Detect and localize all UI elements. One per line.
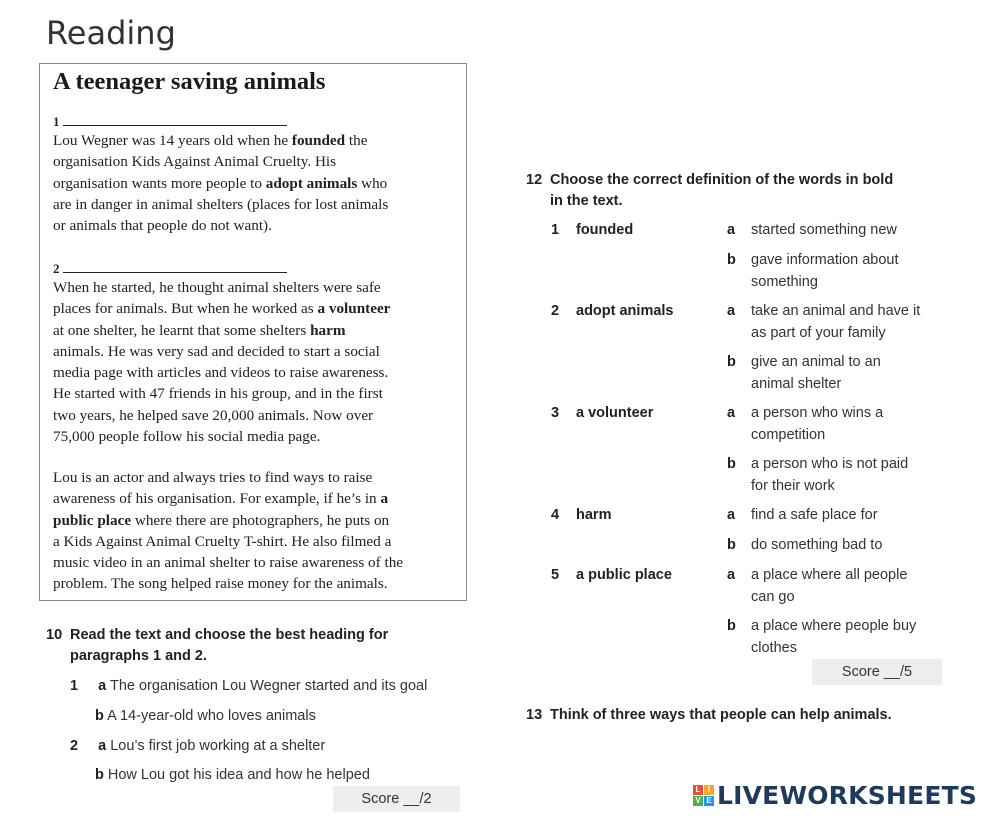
definition-line: do something bad to [751, 537, 883, 553]
question-10-score: Score __/2 [333, 786, 460, 812]
option-letter[interactable]: a [727, 405, 736, 421]
paragraph-2 [53, 277, 458, 447]
definition-line: animal shelter [751, 375, 842, 392]
item-number: 4 [551, 507, 560, 523]
text-line: problem. The song helped raise money for the animals. [53, 575, 388, 593]
option-letter[interactable]: a [727, 222, 736, 238]
option-letter[interactable]: a [727, 507, 736, 523]
question-text: paragraphs 1 and 2. [70, 648, 207, 664]
definition-option[interactable] [751, 565, 951, 608]
definition-line: competition [751, 426, 826, 443]
option-letter[interactable]: b [727, 618, 736, 634]
question-number: 13 [526, 707, 543, 723]
target-word: adopt animals [576, 303, 674, 319]
question-10-item-1a[interactable] [70, 676, 427, 698]
question-text: Choose the correct definition of the words in bold [550, 172, 894, 188]
logo-wordmark: LIVEWORKSHEETS [717, 780, 978, 810]
logo-tile: V [693, 796, 703, 806]
text-line: 75,000 people follow his social media page. [53, 428, 321, 446]
text-line: places for animals. But when he worked as a volunteer [53, 300, 391, 318]
item-number: 1 [551, 222, 560, 238]
text-line: are in danger in animal shelters (places for lost animals [53, 195, 389, 213]
paragraph-number: 2 [53, 261, 60, 276]
item-number: 2 [551, 303, 560, 319]
text-line: organisation wants more people to adopt animals who [53, 174, 388, 192]
paragraph-number: 1 [53, 114, 60, 129]
definition-option[interactable] [751, 301, 951, 344]
target-word: harm [576, 507, 612, 523]
target-word: a public place [576, 567, 672, 583]
definition-option[interactable] [751, 616, 951, 659]
text-line: music video in an animal shelter to raise awareness of the [53, 554, 404, 572]
definition-line: started something new [751, 222, 897, 238]
bold-keyword: founded [291, 132, 346, 149]
option-letter: b [95, 708, 104, 724]
option-letter[interactable]: a [727, 567, 736, 583]
text-line: organisation Kids Against Animal Cruelty. His [53, 153, 337, 171]
paragraph-1-heading-blank[interactable] [53, 114, 287, 130]
logo-tile: L [693, 785, 703, 795]
target-word: a volunteer [576, 405, 654, 421]
text-line: When he started, he thought animal shelters were safe [53, 279, 381, 296]
definition-line: something [751, 273, 818, 290]
definition-option[interactable] [751, 535, 951, 557]
definition-line: a place where all people [751, 567, 908, 583]
item-number: 5 [551, 567, 560, 583]
definition-line: a person who wins a [751, 405, 884, 421]
option-letter: a [98, 678, 107, 694]
definition-option[interactable] [751, 220, 951, 242]
paragraph-1 [53, 130, 458, 236]
bold-keyword: harm [310, 321, 346, 339]
heading-blank-line[interactable] [63, 262, 287, 273]
bold-keyword: adopt animals [265, 174, 358, 192]
bold-keyword: public place [53, 511, 132, 529]
option-text: The organisation Lou Wegner started and its goal [109, 678, 428, 694]
question-number: 10 [46, 627, 63, 643]
definition-line: a person who is not paid [751, 456, 909, 472]
bold-keyword: a [380, 490, 389, 508]
page-title: Reading [46, 14, 176, 52]
item-number: 3 [551, 405, 560, 421]
definition-line: can go [751, 588, 795, 605]
question-10-item-2a[interactable] [70, 736, 325, 758]
definition-line: for their work [751, 477, 835, 494]
text-line: awareness of his organisation. For example, if he’s in a [53, 490, 389, 508]
text-line: or animals that people do not want). [53, 217, 272, 235]
text-line: Lou Wegner was 14 years old when he founded the [53, 132, 368, 149]
option-letter[interactable]: b [727, 456, 736, 472]
option-letter[interactable]: b [727, 354, 736, 370]
logo-tile: I [704, 785, 714, 795]
question-text: in the text. [550, 193, 623, 209]
reading-article [39, 63, 467, 601]
option-letter: b [95, 767, 104, 783]
option-letter[interactable]: b [727, 537, 736, 553]
definition-line: a place where people buy [751, 618, 917, 634]
text-line: at one shelter, he learnt that some shelters harm [53, 321, 346, 339]
definition-line: find a safe place for [751, 507, 878, 523]
text-line: two years, he helped save 20,000 animals. Now over [53, 406, 374, 424]
text-line: media page with articles and videos to raise awareness. [53, 364, 389, 382]
question-text: Read the text and choose the best heading for [70, 627, 389, 643]
text-line: a Kids Against Animal Cruelty T-shirt. He also filmed a [53, 532, 392, 550]
question-number: 12 [526, 172, 543, 188]
question-10-item-1b[interactable] [95, 706, 316, 728]
definition-option[interactable] [751, 352, 951, 395]
definition-line: give an animal to an [751, 354, 881, 370]
definition-line: take an animal and have it [751, 303, 921, 319]
text-line: Lou is an actor and always tries to find ways to raise [53, 469, 373, 486]
option-letter[interactable]: b [727, 252, 736, 268]
definition-line: clothes [751, 639, 797, 656]
definition-option[interactable] [751, 505, 951, 527]
text-line: He started with 47 friends in his group, and in the first [53, 385, 383, 403]
option-letter: a [98, 738, 107, 754]
logo-tile: E [704, 796, 714, 806]
paragraph-2-heading-blank[interactable] [53, 261, 287, 277]
question-12-score: Score __/5 [812, 659, 942, 685]
option-text: How Lou got his idea and how he helped [107, 767, 370, 783]
definition-option[interactable] [751, 454, 951, 497]
option-text: Lou’s first job working at a shelter [110, 738, 326, 754]
definition-option[interactable] [751, 403, 951, 446]
logo-tiles-icon [693, 785, 714, 806]
liveworksheets-logo [693, 780, 977, 810]
question-10-heading [46, 625, 476, 669]
definition-line: as part of your family [751, 324, 886, 341]
item-number: 2 [70, 738, 79, 754]
option-letter[interactable]: a [727, 303, 736, 319]
option-text: A 14-year-old who loves animals [107, 708, 316, 724]
text-line: public place where there are photographers, he puts on [53, 511, 390, 529]
question-10-item-2b[interactable] [95, 765, 370, 787]
question-text: Think of three ways that people can help animals. [550, 707, 892, 723]
definition-option[interactable] [751, 250, 951, 293]
bold-keyword: a volunteer [317, 300, 391, 318]
heading-blank-line[interactable] [63, 115, 287, 126]
target-word: founded [576, 222, 634, 238]
definition-line: gave information about [751, 252, 899, 268]
question-13-heading [526, 705, 966, 727]
article-title: A teenager saving animals [53, 68, 326, 95]
item-number: 1 [70, 678, 79, 694]
text-line: animals. He was very sad and decided to start a social [53, 342, 380, 360]
question-12-heading [526, 170, 966, 214]
paragraph-3 [53, 467, 458, 595]
